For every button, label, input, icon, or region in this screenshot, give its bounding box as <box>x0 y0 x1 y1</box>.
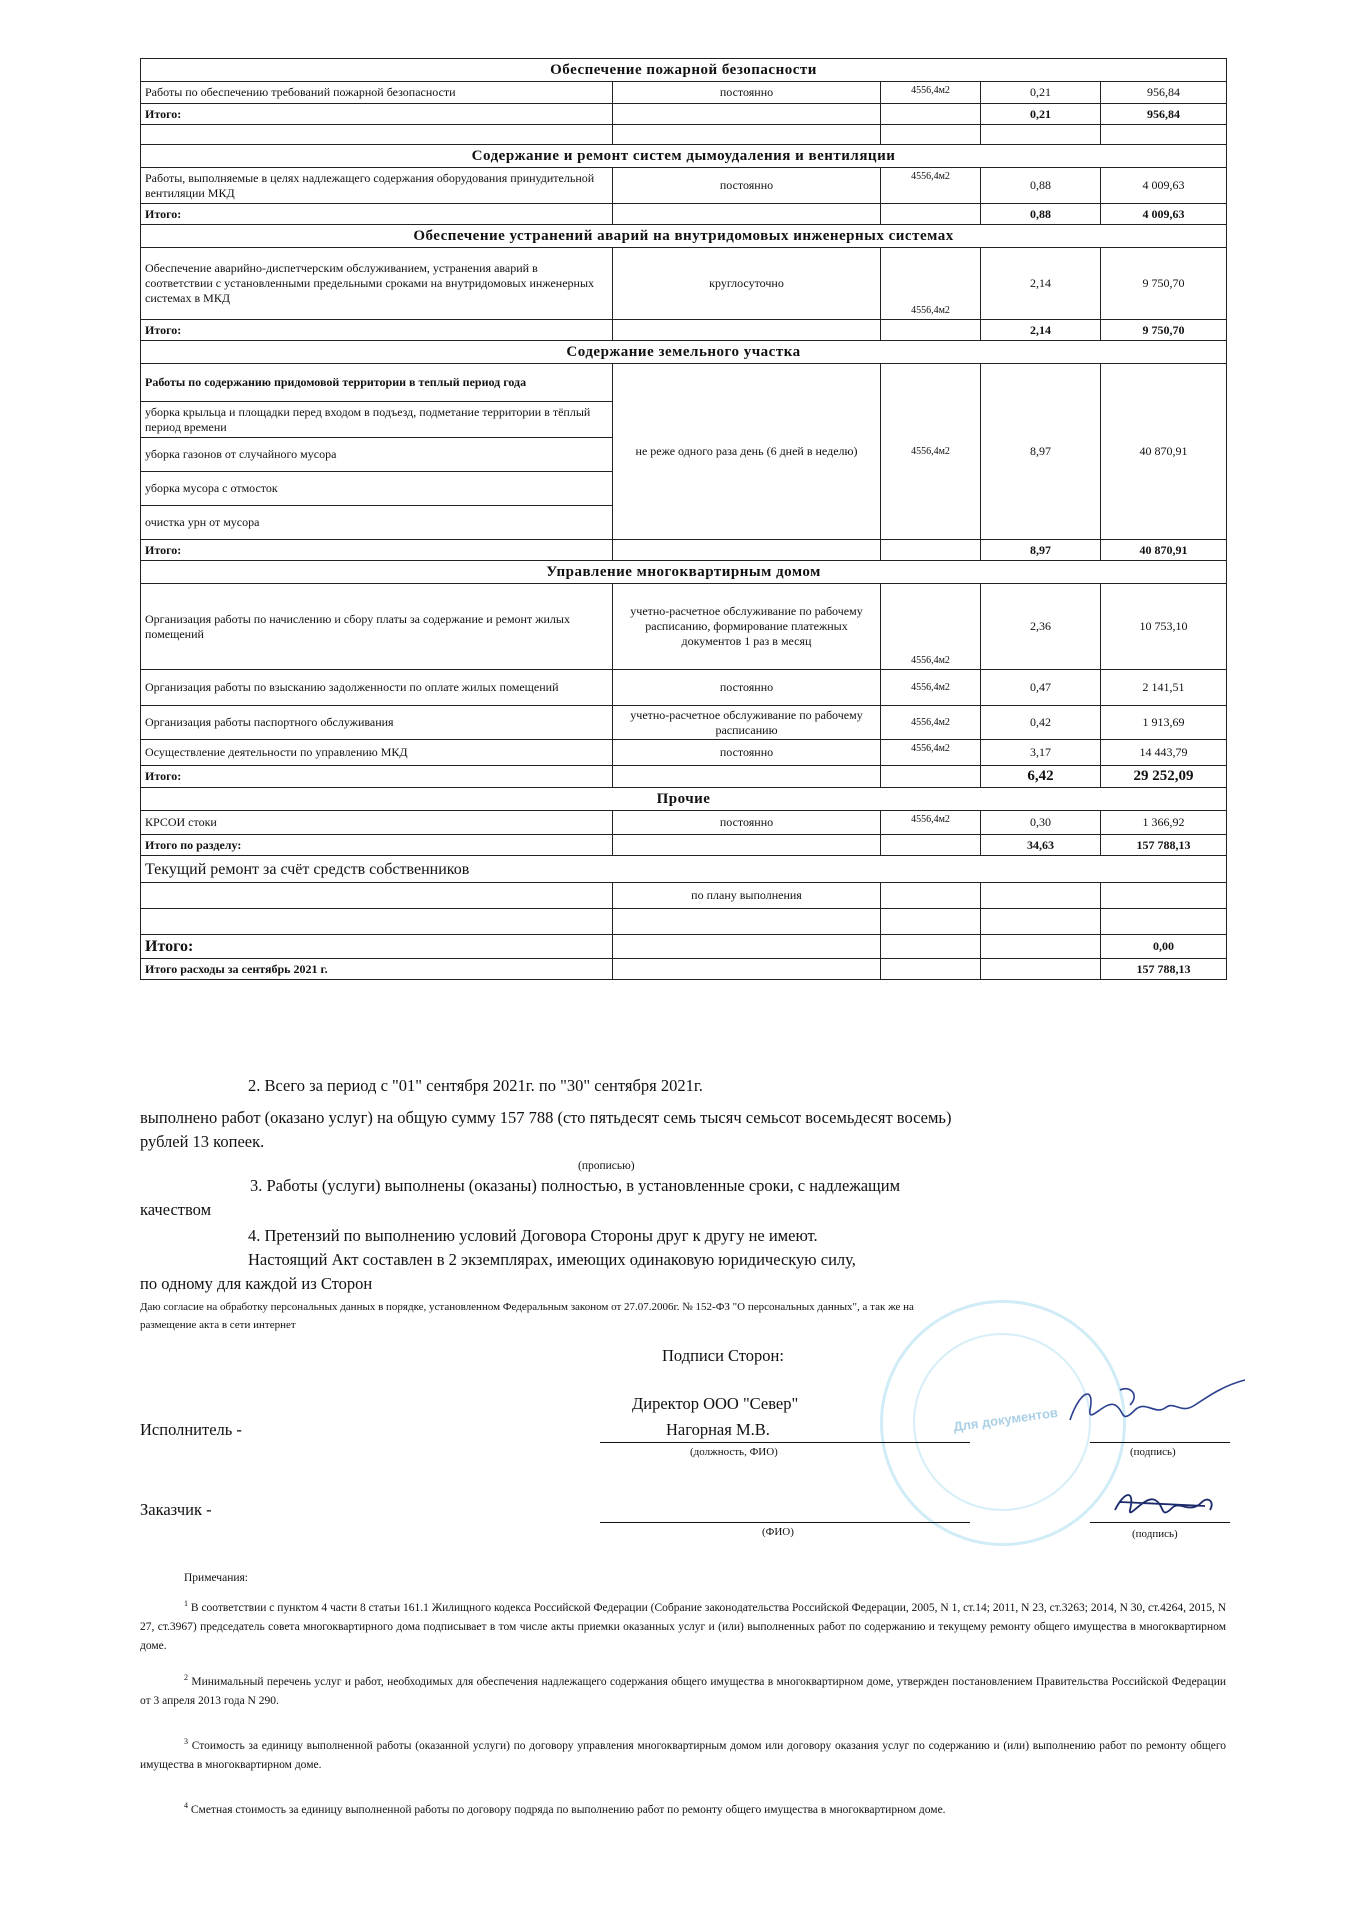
work-sum: 2 141,51 <box>1101 670 1227 706</box>
work-name: Организация работы по начислению и сбору платы за содержание и ремонт жилых помещений <box>141 584 613 670</box>
work-area: 4556,4м2 <box>881 670 981 706</box>
work-sum: 40 870,91 <box>1101 364 1227 540</box>
paragraph-5-copies: по одному для каждой из Сторон <box>140 1274 373 1293</box>
note-3: $^3$ Стоимость за единицу выполненной работы (оказанной услуги) по договору управления многоквартирным домом или договору оказания услуг по содержанию и (или) выполнению работ по ремонту общего имущества в многоквартирном доме. <box>140 1737 1226 1771</box>
customer-signature <box>1110 1480 1220 1530</box>
executor-sign-caption: (подпись) <box>1130 1446 1176 1458</box>
section-title: Прочие <box>141 788 1227 811</box>
total-sum: 157 788,13 <box>1101 835 1227 856</box>
note-4: $^4$ Сметная стоимость за единицу выполненной работы по договору подряда по выполнению работ по ремонту общего имущества в многоквартирном доме. <box>184 1801 946 1816</box>
work-name: Работы, выполняемые в целях надлежащего содержания оборудования принудительной вентиляции МКД <box>141 168 613 204</box>
position-caption: (должность, ФИО) <box>690 1446 778 1458</box>
work-period: не реже одного раза день (6 дней в неделю) <box>613 364 881 540</box>
work-rate: 2,36 <box>981 584 1101 670</box>
paragraph-2-kopecks: рублей 13 копеек. <box>140 1132 265 1151</box>
note-2: $^2$ Минимальный перечень услуг и работ, необходимых для обеспечения надлежащего содержания общего имущества в многоквартирном доме, утвержден постановлением Правительства Российской Федерации от 3 апреля 2013 года N 290. <box>140 1673 1226 1707</box>
section-title: Обеспечение устранений аварий на внутридомовых инженерных системах <box>141 225 1227 248</box>
work-name: Обеспечение аварийно-диспетчерским обслуживанием, устранения аварий в соответствии с установленными предельными сроками на внутридомовых инженерных системах в МКД <box>141 248 613 320</box>
total-sum: 956,84 <box>1101 104 1227 125</box>
section-title: Содержание и ремонт систем дымоудаления и вентиляции <box>141 145 1227 168</box>
section-title: Содержание земельного участка <box>141 341 1227 364</box>
work-rate: 0,88 <box>981 168 1101 204</box>
total-rate: 6,42 <box>981 766 1101 788</box>
work-area: 4556,4м2 <box>881 584 981 670</box>
work-area: 4556,4м2 <box>881 811 981 835</box>
grand-total-sum: 157 788,13 <box>1101 959 1227 980</box>
work-area: 4556,4м2 <box>881 706 981 740</box>
propisyu-caption: (прописью) <box>578 1160 635 1172</box>
work-sum: 4 009,63 <box>1101 168 1227 204</box>
work-name: Работы по обеспечению требований пожарной безопасности <box>141 82 613 104</box>
total-sum: 9 750,70 <box>1101 320 1227 341</box>
work-name: КРСОИ стоки <box>141 811 613 835</box>
work-item: очистка урн от мусора <box>141 506 613 540</box>
work-name: Организация работы по взысканию задолженности по оплате жилых помещений <box>141 670 613 706</box>
work-area: 4556,4м2 <box>881 248 981 320</box>
work-sum: 1 913,69 <box>1101 706 1227 740</box>
work-area: 4556,4м2 <box>881 168 981 204</box>
total-rate: 8,97 <box>981 540 1101 561</box>
note-1: $^1$ В соответствии с пунктом 4 части 8 статьи 161.1 Жилищного кодекса Российской Федерации (Собрание законодательства Российской Федерации, 2005, N 1, ст.14; 2011, N 23, ст.3263; 2014, N 30, ст.4264, 2015, N 27, ст.3967) председатель совета многоквартирного дома подписывает в том числе акты приемки оказанных услуг и (или) выполненных работ по содержанию и текущему ремонту общего имущества в многоквартирном доме. <box>140 1599 1227 1652</box>
executor-label: Исполнитель - <box>140 1420 242 1439</box>
work-sum: 9 750,70 <box>1101 248 1227 320</box>
services-table <box>140 58 1227 980</box>
work-name: Организация работы паспортного обслуживания <box>141 706 613 740</box>
work-rate: 3,17 <box>981 740 1101 766</box>
total-label: Итого: <box>141 766 613 788</box>
executor-position: Директор ООО "Север" <box>632 1394 799 1413</box>
paragraph-3: 3. Работы (услуги) выполнены (оказаны) полностью, в установленные сроки, с надлежащим <box>250 1176 901 1195</box>
total-label: Итого: <box>141 204 613 225</box>
work-period: постоянно <box>613 811 881 835</box>
consent-line-1: Даю согласие на обработку персональных данных в порядке, установленном Федеральным законом от 27.07.2006г. № 152-ФЗ "О персональных данных", а так же на <box>140 1301 914 1313</box>
total-label: Итого: <box>141 104 613 125</box>
total-sum: 4 009,63 <box>1101 204 1227 225</box>
work-item: уборка газонов от случайного мусора <box>141 438 613 472</box>
customer-name-line <box>600 1522 970 1523</box>
work-period: постоянно <box>613 82 881 104</box>
work-period: постоянно <box>613 670 881 706</box>
total-label: Итого: <box>141 320 613 341</box>
work-rate: 0,42 <box>981 706 1101 740</box>
work-rate: 0,30 <box>981 811 1101 835</box>
work-area: 4556,4м2 <box>881 82 981 104</box>
total-rate: 2,14 <box>981 320 1101 341</box>
executor-name-line <box>600 1442 970 1443</box>
work-rate: 0,47 <box>981 670 1101 706</box>
signatures-title: Подписи Сторон: <box>662 1346 784 1365</box>
work-sum: 10 753,10 <box>1101 584 1227 670</box>
work-sum: 956,84 <box>1101 82 1227 104</box>
work-period: круглосуточно <box>613 248 881 320</box>
stamp-text: Для документов <box>952 1404 1059 1435</box>
section-title: Управление многоквартирным домом <box>141 561 1227 584</box>
work-sum: 1 366,92 <box>1101 811 1227 835</box>
executor-signature <box>1060 1370 1260 1440</box>
paragraph-3-quality: качеством <box>140 1200 212 1219</box>
work-group-title: Работы по содержанию придомовой территории в теплый период года <box>141 364 613 402</box>
grand-total-label: Итого расходы за сентябрь 2021 г. <box>141 959 613 980</box>
total-rate: 0,21 <box>981 104 1101 125</box>
customer-sign-caption: (подпись) <box>1132 1528 1178 1540</box>
work-period: учетно-расчетное обслуживание по рабочему расписанию <box>613 706 881 740</box>
work-period: постоянно <box>613 168 881 204</box>
customer-label: Заказчик - <box>140 1500 212 1519</box>
repair-title: Текущий ремонт за счёт средств собственников <box>141 856 1227 883</box>
fio-caption: (ФИО) <box>762 1526 794 1538</box>
work-rate: 0,21 <box>981 82 1101 104</box>
work-period: учетно-расчетное обслуживание по рабочему расписанию, формирование платежных документов 1 раз в месяц <box>613 584 881 670</box>
work-period: постоянно <box>613 740 881 766</box>
work-area: 4556,4м2 <box>881 364 981 540</box>
total-sum: 29 252,09 <box>1101 766 1227 788</box>
paragraph-5: Настоящий Акт составлен в 2 экземплярах, имеющих одинаковую юридическую силу, <box>248 1250 856 1269</box>
executor-sign-line <box>1090 1442 1230 1443</box>
work-item: уборка мусора с отмосток <box>141 472 613 506</box>
section-title: Обеспечение пожарной безопасности <box>141 59 1227 82</box>
work-area: 4556,4м2 <box>881 740 981 766</box>
total-rate: 34,63 <box>981 835 1101 856</box>
work-rate: 2,14 <box>981 248 1101 320</box>
work-name: Осуществление деятельности по управлению МКД <box>141 740 613 766</box>
total-sum: 40 870,91 <box>1101 540 1227 561</box>
executor-name: Нагорная М.В. <box>666 1420 770 1439</box>
total-label: Итого: <box>141 540 613 561</box>
paragraph-4: 4. Претензий по выполнению условий Договора Стороны друг к другу не имеют. <box>248 1226 818 1245</box>
notes-title: Примечания: <box>184 1572 248 1584</box>
work-rate: 8,97 <box>981 364 1101 540</box>
repair-period: по плану выполнения <box>613 883 881 909</box>
total-rate: 0,88 <box>981 204 1101 225</box>
repair-total-sum: 0,00 <box>1101 935 1227 959</box>
total-label: Итого по разделу: <box>141 835 613 856</box>
consent-line-2: размещение акта в сети интернет <box>140 1319 296 1331</box>
work-item: уборка крыльца и площадки перед входом в подъезд, подметание территории в тёплый период времени <box>141 402 613 438</box>
repair-total-label: Итого: <box>141 935 613 959</box>
paragraph-2-sum: выполнено работ (оказано услуг) на общую сумму 157 788 (сто пятьдесят семь тысяч семьсот восемьдесят восемь) <box>140 1108 952 1127</box>
paragraph-2: 2. Всего за период с "01" сентября 2021г. по "30" сентября 2021г. <box>248 1076 703 1095</box>
work-sum: 14 443,79 <box>1101 740 1227 766</box>
